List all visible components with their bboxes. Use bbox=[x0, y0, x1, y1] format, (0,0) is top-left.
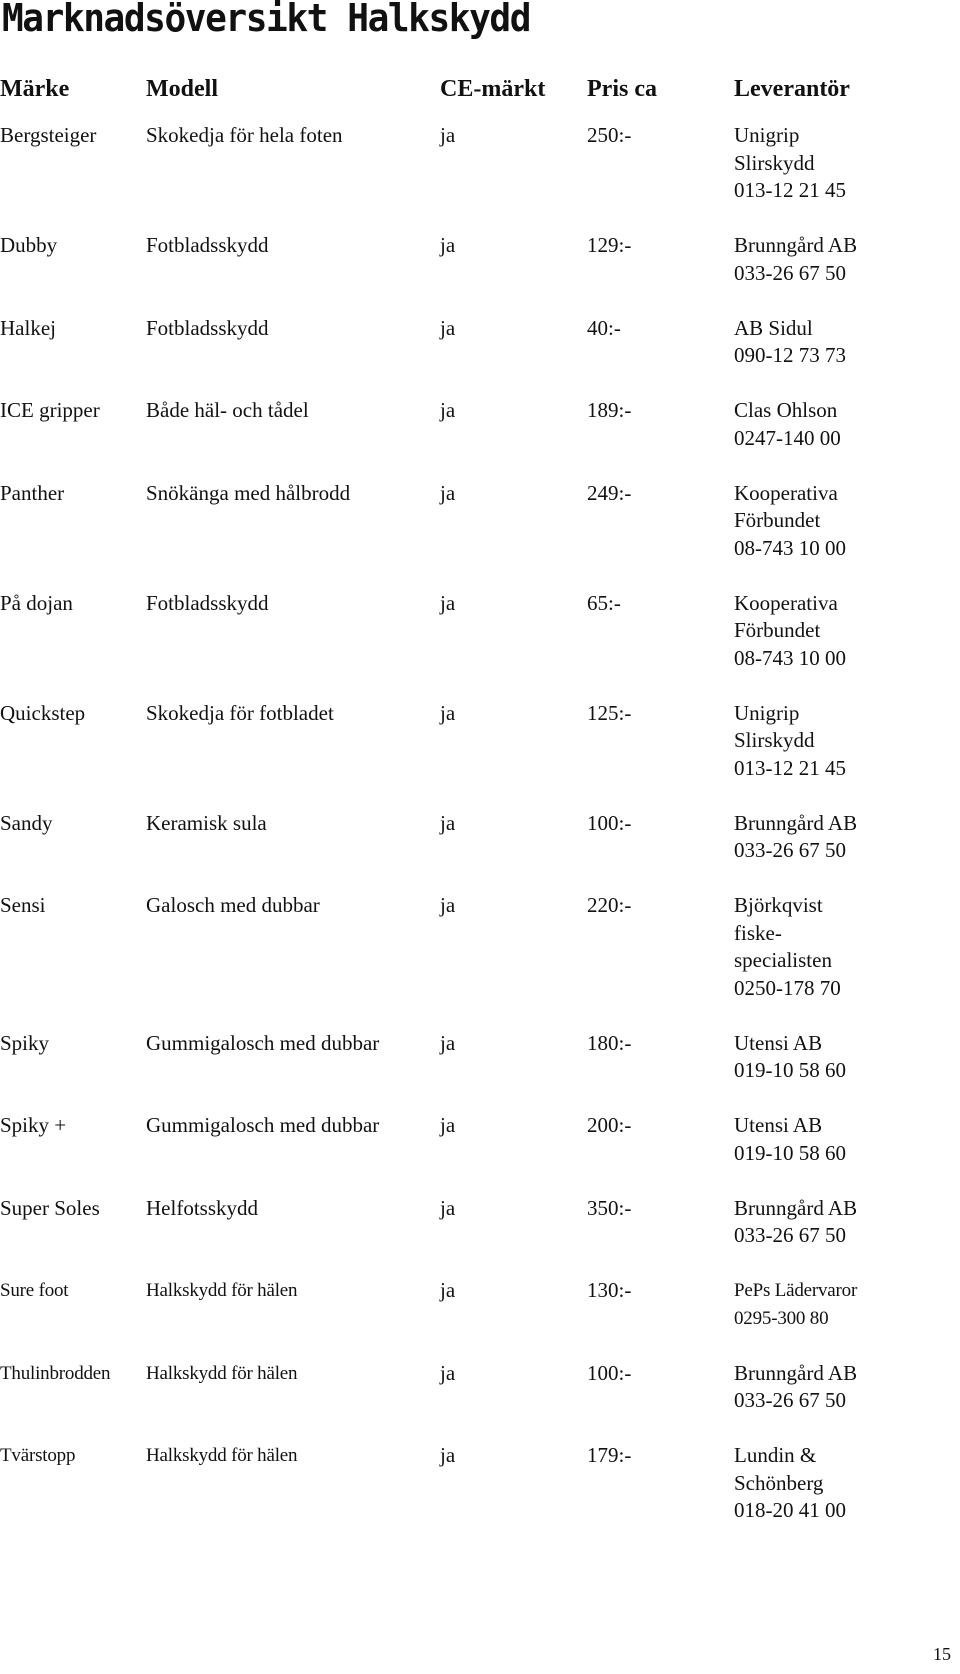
supplier-cell bbox=[734, 1195, 930, 1278]
supplier-line: Unigrip bbox=[734, 123, 800, 147]
supplier-line: 0250-178 70 bbox=[734, 975, 841, 1000]
supplier-cell bbox=[734, 590, 930, 700]
supplier-line: PePs Lädervaror bbox=[734, 1280, 858, 1301]
ce-cell: ja bbox=[440, 123, 456, 147]
page-number: 15 bbox=[933, 1644, 951, 1664]
brand-cell: Dubby bbox=[0, 233, 58, 257]
supplier-line: 013-12 21 45 bbox=[734, 755, 846, 780]
ce-cell: ja bbox=[440, 700, 456, 725]
brand-cell: Spiky bbox=[0, 1030, 50, 1055]
supplier-line: Clas Ohlson bbox=[734, 398, 838, 422]
supplier-cell bbox=[734, 1030, 930, 1113]
table-row bbox=[0, 1442, 930, 1552]
column-header-brand: Märke bbox=[0, 76, 70, 102]
model-cell: Halkskydd för hälen bbox=[146, 1445, 298, 1466]
model-cell: Skokedja för hela foten bbox=[146, 123, 343, 147]
price-cell: 200:- bbox=[587, 1113, 632, 1137]
model-cell: Halkskydd för hälen bbox=[146, 1362, 298, 1384]
model-cell: Helfotsskydd bbox=[146, 1195, 258, 1220]
model-cell: Snökänga med hålbrodd bbox=[146, 480, 351, 505]
supplier-line: Björkqvist bbox=[734, 893, 823, 917]
table-row bbox=[0, 480, 930, 590]
supplier-cell bbox=[734, 315, 930, 398]
ce-cell: ja bbox=[440, 315, 456, 340]
brand-cell: ICE gripper bbox=[0, 398, 100, 422]
brand-cell: Sandy bbox=[0, 810, 53, 835]
ce-cell: ja bbox=[440, 1113, 456, 1137]
table-row bbox=[0, 1277, 930, 1360]
supplier-line: Schönberg bbox=[734, 1470, 824, 1495]
supplier-line: AB Sidul bbox=[734, 315, 813, 340]
brand-cell: Halkej bbox=[0, 315, 56, 340]
model-cell: Fotbladsskydd bbox=[146, 315, 269, 340]
column-header-supplier: Leverantör bbox=[734, 76, 850, 102]
supplier-line: Utensi AB bbox=[734, 1030, 823, 1055]
supplier-line: Brunngård AB bbox=[734, 1195, 858, 1220]
brand-cell: Bergsteiger bbox=[0, 123, 97, 147]
supplier-line: fiske- bbox=[734, 920, 782, 945]
price-cell: 350:- bbox=[587, 1195, 632, 1220]
supplier-line: 033-26 67 50 bbox=[734, 1223, 846, 1247]
ce-cell: ja bbox=[440, 480, 456, 505]
supplier-line: Förbundet bbox=[734, 508, 821, 532]
brand-cell: Panther bbox=[0, 480, 65, 505]
supplier-cell bbox=[734, 397, 930, 480]
supplier-line: 0295-300 80 bbox=[734, 1307, 829, 1329]
supplier-cell bbox=[734, 892, 930, 1030]
supplier-cell bbox=[734, 1112, 930, 1195]
table-row bbox=[0, 397, 930, 480]
supplier-line: 013-12 21 45 bbox=[734, 178, 846, 202]
brand-cell: Super Soles bbox=[0, 1195, 100, 1220]
column-header-price: Pris ca bbox=[587, 76, 657, 102]
price-cell: 189:- bbox=[587, 398, 632, 422]
model-cell: Galosch med dubbar bbox=[146, 893, 320, 917]
model-cell: Gummigalosch med dubbar bbox=[146, 1030, 380, 1055]
ce-cell: ja bbox=[440, 810, 456, 835]
ce-cell: ja bbox=[440, 1030, 456, 1055]
price-cell: 100:- bbox=[587, 1360, 632, 1385]
supplier-line: 090-12 73 73 bbox=[734, 343, 846, 367]
model-cell: Fotbladsskydd bbox=[146, 590, 269, 615]
supplier-cell bbox=[734, 1277, 930, 1360]
table-header-row bbox=[0, 70, 930, 122]
supplier-line: 08-743 10 00 bbox=[734, 645, 846, 670]
supplier-cell bbox=[734, 1360, 930, 1443]
price-cell: 250:- bbox=[587, 123, 632, 147]
model-cell: Fotbladsskydd bbox=[146, 233, 269, 257]
brand-cell: Spiky + bbox=[0, 1113, 67, 1137]
table-row bbox=[0, 810, 930, 893]
price-cell: 125:- bbox=[587, 700, 632, 725]
supplier-line: 019-10 58 60 bbox=[734, 1058, 846, 1082]
supplier-cell bbox=[734, 480, 930, 590]
model-cell: Skokedja för fotbladet bbox=[146, 700, 334, 725]
supplier-cell bbox=[734, 810, 930, 893]
supplier-line: 019-10 58 60 bbox=[734, 1140, 846, 1165]
supplier-line: Kooperativa bbox=[734, 480, 838, 505]
brand-cell: Sensi bbox=[0, 893, 46, 917]
supplier-line: 08-743 10 00 bbox=[734, 535, 846, 560]
supplier-line: Brunngård AB bbox=[734, 1360, 858, 1385]
supplier-line: Slirskydd bbox=[734, 150, 815, 175]
price-cell: 65:- bbox=[587, 590, 621, 615]
brand-cell: På dojan bbox=[0, 590, 73, 615]
price-cell: 249:- bbox=[587, 480, 632, 505]
supplier-line: Brunngård AB bbox=[734, 810, 858, 835]
table-row bbox=[0, 1112, 930, 1195]
price-cell: 100:- bbox=[587, 810, 632, 835]
supplier-line: 033-26 67 50 bbox=[734, 260, 846, 285]
supplier-line: Förbundet bbox=[734, 618, 821, 642]
table-row bbox=[0, 1360, 930, 1443]
table-row bbox=[0, 1030, 930, 1113]
supplier-line: 018-20 41 00 bbox=[734, 1498, 846, 1522]
supplier-cell bbox=[734, 700, 930, 810]
ce-cell: ja bbox=[440, 1443, 456, 1467]
ce-cell: ja bbox=[440, 1360, 456, 1385]
brand-cell: Thulinbrodden bbox=[0, 1362, 111, 1384]
brand-cell: Tvärstopp bbox=[0, 1445, 76, 1466]
ce-cell: ja bbox=[440, 233, 456, 257]
model-cell: Både häl- och tådel bbox=[146, 398, 309, 422]
price-cell: 220:- bbox=[587, 893, 632, 917]
supplier-cell bbox=[734, 122, 930, 232]
price-cell: 130:- bbox=[587, 1278, 632, 1302]
ce-cell: ja bbox=[440, 893, 456, 917]
supplier-line: Lundin & bbox=[734, 1443, 817, 1467]
table-body bbox=[0, 122, 930, 1552]
brand-cell: Sure foot bbox=[0, 1280, 69, 1301]
ce-cell: ja bbox=[440, 1278, 456, 1302]
supplier-line: 0247-140 00 bbox=[734, 425, 841, 450]
page-title: Marknadsöversikt Halkskydd bbox=[2, 0, 531, 40]
table-row bbox=[0, 1195, 930, 1278]
brand-cell: Quickstep bbox=[0, 700, 86, 725]
model-cell: Keramisk sula bbox=[146, 810, 267, 835]
supplier-line: Brunngård AB bbox=[734, 233, 858, 257]
supplier-cell bbox=[734, 232, 930, 315]
ce-cell: ja bbox=[440, 1195, 456, 1220]
supplier-line: specialisten bbox=[734, 948, 832, 972]
model-cell: Halkskydd för hälen bbox=[146, 1280, 298, 1301]
supplier-line: Unigrip bbox=[734, 700, 800, 725]
price-cell: 179:- bbox=[587, 1443, 632, 1467]
table-row bbox=[0, 590, 930, 700]
supplier-line: Kooperativa bbox=[734, 590, 838, 615]
column-header-ce: CE-märkt bbox=[440, 76, 546, 102]
supplier-line: 033-26 67 50 bbox=[734, 838, 846, 862]
ce-cell: ja bbox=[440, 590, 456, 615]
supplier-line: Utensi AB bbox=[734, 1113, 823, 1137]
column-header-model: Modell bbox=[146, 76, 218, 102]
price-cell: 180:- bbox=[587, 1030, 632, 1055]
table-row bbox=[0, 122, 930, 232]
table-row bbox=[0, 700, 930, 810]
table-row bbox=[0, 232, 930, 315]
ce-cell: ja bbox=[440, 398, 456, 422]
supplier-line: Slirskydd bbox=[734, 728, 815, 752]
price-cell: 40:- bbox=[587, 315, 621, 340]
supplier-cell bbox=[734, 1442, 930, 1552]
table-row bbox=[0, 315, 930, 398]
market-overview-table bbox=[0, 70, 930, 1552]
table-row bbox=[0, 892, 930, 1030]
price-cell: 129:- bbox=[587, 233, 632, 257]
supplier-line: 033-26 67 50 bbox=[734, 1388, 846, 1412]
model-cell: Gummigalosch med dubbar bbox=[146, 1113, 380, 1137]
